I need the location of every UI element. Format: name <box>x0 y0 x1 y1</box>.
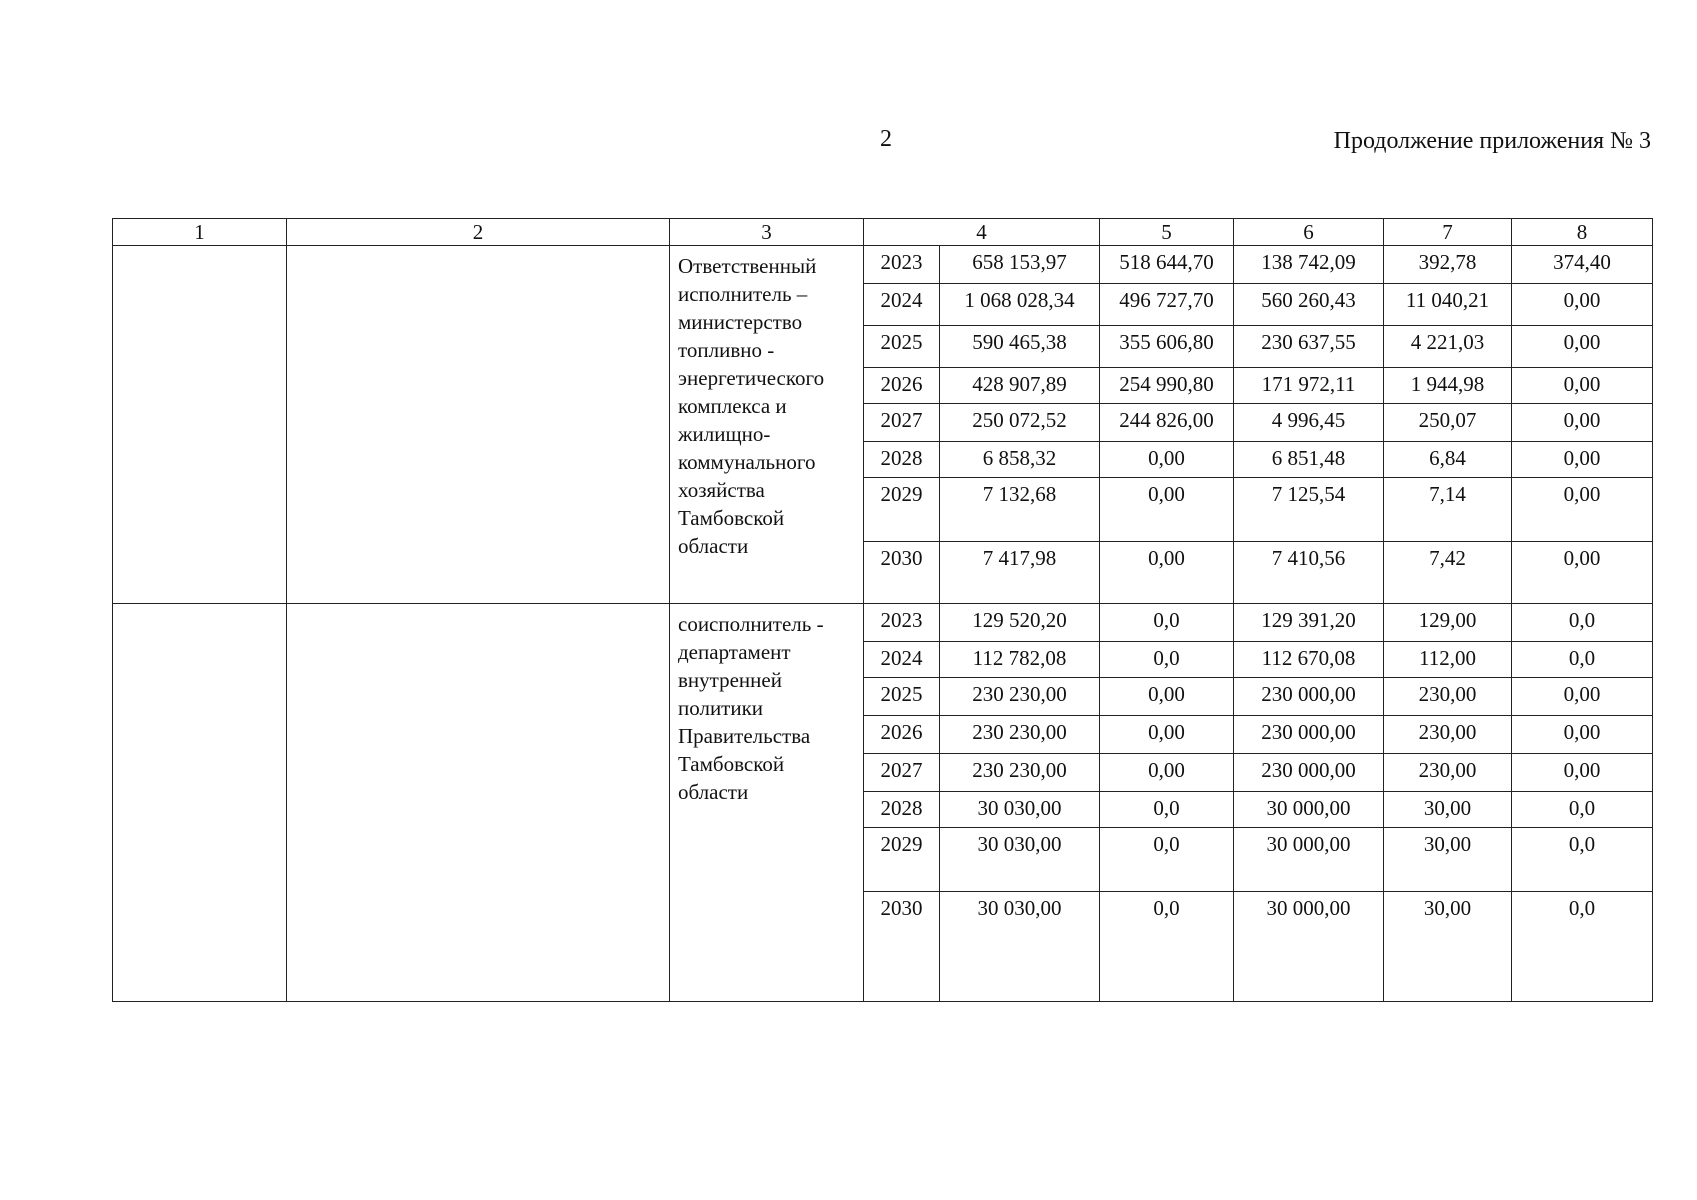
amount-cell: 1 944,98 <box>1384 368 1512 404</box>
year-cell: 2029 <box>864 828 940 892</box>
amount-cell: 30 030,00 <box>940 892 1100 1002</box>
executor-cell: соисполнитель - департамент внутренней политики Правительства Тамбовской области <box>670 604 864 1002</box>
amount-cell: 230 000,00 <box>1234 716 1384 754</box>
amount-cell: 30 000,00 <box>1234 892 1384 1002</box>
amount-cell: 230 000,00 <box>1234 754 1384 792</box>
amount-cell: 355 606,80 <box>1100 326 1234 368</box>
column-2-cell <box>287 246 670 604</box>
year-cell: 2029 <box>864 478 940 542</box>
amount-cell: 254 990,80 <box>1100 368 1234 404</box>
amount-cell: 7 132,68 <box>940 478 1100 542</box>
amount-cell: 7 410,56 <box>1234 542 1384 604</box>
column-number-7: 7 <box>1384 219 1512 246</box>
amount-cell: 0,0 <box>1512 642 1653 678</box>
funding-table <box>112 218 1653 1002</box>
amount-cell: 496 727,70 <box>1100 284 1234 326</box>
amount-cell: 230,00 <box>1384 716 1512 754</box>
amount-cell: 30,00 <box>1384 828 1512 892</box>
amount-cell: 30,00 <box>1384 892 1512 1002</box>
amount-cell: 0,00 <box>1512 678 1653 716</box>
amount-cell: 112 782,08 <box>940 642 1100 678</box>
amount-cell: 112 670,08 <box>1234 642 1384 678</box>
column-number-3: 3 <box>670 219 864 246</box>
executor-cell: Ответственный исполнитель – министерство топливно - энергетического комплекса и жилищно-коммунального хозяйства Тамбовской области <box>670 246 864 604</box>
year-cell: 2025 <box>864 678 940 716</box>
amount-cell: 7,14 <box>1384 478 1512 542</box>
amount-cell: 30,00 <box>1384 792 1512 828</box>
amount-cell: 0,0 <box>1512 792 1653 828</box>
amount-cell: 0,0 <box>1100 828 1234 892</box>
column-1-cell <box>113 246 287 604</box>
amount-cell: 230,00 <box>1384 678 1512 716</box>
amount-cell: 0,00 <box>1512 442 1653 478</box>
amount-cell: 658 153,97 <box>940 246 1100 284</box>
amount-cell: 11 040,21 <box>1384 284 1512 326</box>
column-number-6: 6 <box>1234 219 1384 246</box>
year-cell: 2026 <box>864 716 940 754</box>
year-cell: 2030 <box>864 542 940 604</box>
year-cell: 2023 <box>864 604 940 642</box>
amount-cell: 0,00 <box>1512 716 1653 754</box>
year-cell: 2030 <box>864 892 940 1002</box>
amount-cell: 6 858,32 <box>940 442 1100 478</box>
amount-cell: 0,0 <box>1100 604 1234 642</box>
amount-cell: 30 000,00 <box>1234 792 1384 828</box>
column-number-5: 5 <box>1100 219 1234 246</box>
amount-cell: 7,42 <box>1384 542 1512 604</box>
column-2-cell <box>287 604 670 1002</box>
column-1-cell <box>113 604 287 1002</box>
amount-cell: 0,00 <box>1100 716 1234 754</box>
amount-cell: 0,00 <box>1512 284 1653 326</box>
amount-cell: 0,0 <box>1100 892 1234 1002</box>
amount-cell: 244 826,00 <box>1100 404 1234 442</box>
year-cell: 2024 <box>864 642 940 678</box>
amount-cell: 230 000,00 <box>1234 678 1384 716</box>
amount-cell: 230 230,00 <box>940 754 1100 792</box>
amount-cell: 4 221,03 <box>1384 326 1512 368</box>
table-row <box>113 604 1653 642</box>
amount-cell: 392,78 <box>1384 246 1512 284</box>
amount-cell: 230 230,00 <box>940 716 1100 754</box>
amount-cell: 518 644,70 <box>1100 246 1234 284</box>
amount-cell: 0,0 <box>1512 604 1653 642</box>
amount-cell: 428 907,89 <box>940 368 1100 404</box>
amount-cell: 0,0 <box>1512 828 1653 892</box>
year-cell: 2027 <box>864 754 940 792</box>
column-number-4: 4 <box>864 219 1100 246</box>
amount-cell: 0,00 <box>1100 478 1234 542</box>
amount-cell: 230 637,55 <box>1234 326 1384 368</box>
amount-cell: 0,00 <box>1100 754 1234 792</box>
amount-cell: 129 520,20 <box>940 604 1100 642</box>
year-cell: 2027 <box>864 404 940 442</box>
page-caption: Продолжение приложения № 3 <box>1333 128 1651 154</box>
amount-cell: 374,40 <box>1512 246 1653 284</box>
year-cell: 2023 <box>864 246 940 284</box>
amount-cell: 590 465,38 <box>940 326 1100 368</box>
amount-cell: 0,0 <box>1100 792 1234 828</box>
amount-cell: 6,84 <box>1384 442 1512 478</box>
amount-cell: 30 000,00 <box>1234 828 1384 892</box>
amount-cell: 129,00 <box>1384 604 1512 642</box>
amount-cell: 1 068 028,34 <box>940 284 1100 326</box>
amount-cell: 250 072,52 <box>940 404 1100 442</box>
amount-cell: 4 996,45 <box>1234 404 1384 442</box>
amount-cell: 250,07 <box>1384 404 1512 442</box>
amount-cell: 171 972,11 <box>1234 368 1384 404</box>
table-row <box>113 246 1653 284</box>
amount-cell: 0,00 <box>1512 754 1653 792</box>
amount-cell: 230 230,00 <box>940 678 1100 716</box>
amount-cell: 0,0 <box>1100 642 1234 678</box>
column-number-2: 2 <box>287 219 670 246</box>
year-cell: 2028 <box>864 792 940 828</box>
amount-cell: 0,00 <box>1512 326 1653 368</box>
year-cell: 2026 <box>864 368 940 404</box>
year-cell: 2024 <box>864 284 940 326</box>
amount-cell: 6 851,48 <box>1234 442 1384 478</box>
page-number: 2 <box>880 126 892 152</box>
amount-cell: 560 260,43 <box>1234 284 1384 326</box>
year-cell: 2025 <box>864 326 940 368</box>
amount-cell: 0,00 <box>1100 542 1234 604</box>
amount-cell: 30 030,00 <box>940 792 1100 828</box>
amount-cell: 0,00 <box>1100 678 1234 716</box>
amount-cell: 138 742,09 <box>1234 246 1384 284</box>
amount-cell: 112,00 <box>1384 642 1512 678</box>
amount-cell: 0,00 <box>1512 404 1653 442</box>
year-cell: 2028 <box>864 442 940 478</box>
amount-cell: 0,0 <box>1512 892 1653 1002</box>
header-row <box>113 219 1653 246</box>
amount-cell: 0,00 <box>1512 368 1653 404</box>
amount-cell: 7 125,54 <box>1234 478 1384 542</box>
amount-cell: 30 030,00 <box>940 828 1100 892</box>
column-number-8: 8 <box>1512 219 1653 246</box>
amount-cell: 230,00 <box>1384 754 1512 792</box>
amount-cell: 0,00 <box>1100 442 1234 478</box>
amount-cell: 0,00 <box>1512 478 1653 542</box>
amount-cell: 0,00 <box>1512 542 1653 604</box>
column-number-1: 1 <box>113 219 287 246</box>
amount-cell: 7 417,98 <box>940 542 1100 604</box>
amount-cell: 129 391,20 <box>1234 604 1384 642</box>
